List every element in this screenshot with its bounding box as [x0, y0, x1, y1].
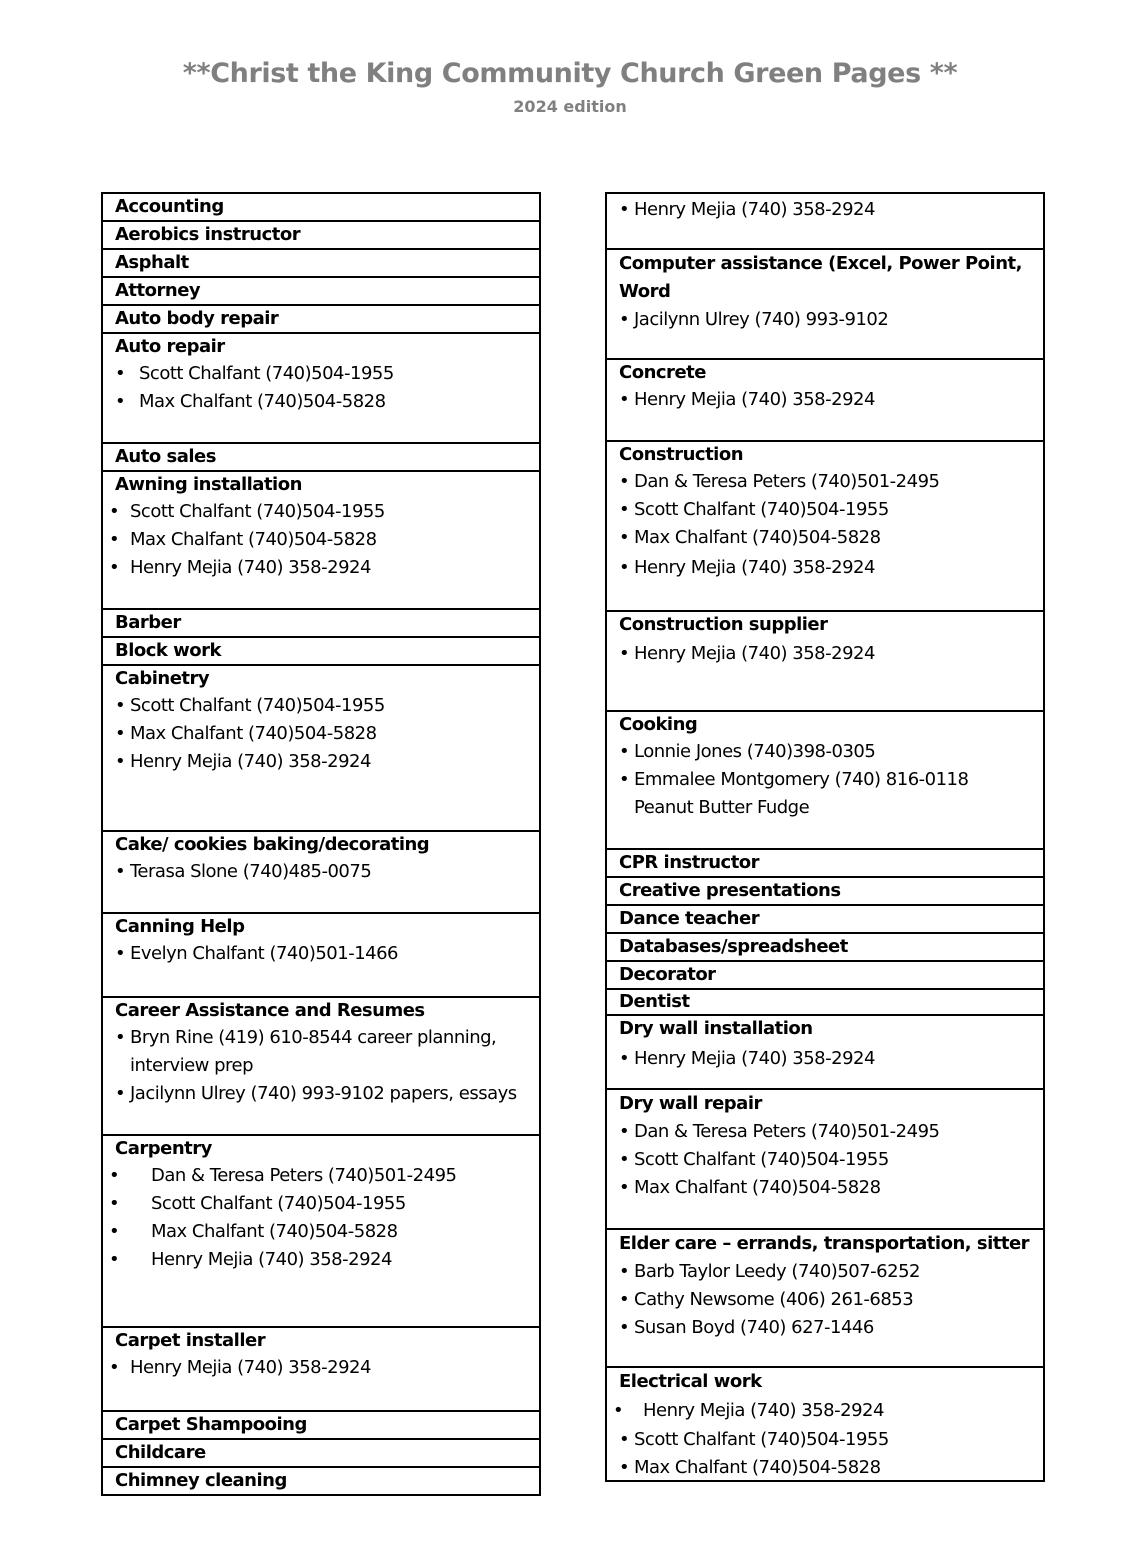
directory-entry [605, 990, 1045, 1016]
category-heading: Concrete [619, 362, 706, 383]
contact-line: interview prep [130, 1055, 254, 1076]
directory-entry [101, 1440, 541, 1468]
contact-item: • Max Chalfant (740)504-5828 [619, 1454, 1035, 1482]
contact-item: • Lonnie Jones (740)398-0305 [619, 738, 1035, 766]
category-heading: Creative presentations [619, 880, 841, 901]
category-heading: Chimney cleaning [115, 1470, 287, 1491]
category-heading: Aerobics instructor [115, 224, 301, 245]
directory-entry [101, 334, 541, 444]
category-heading: Accounting [115, 196, 224, 217]
directory-entry [605, 712, 1045, 850]
directory-entry [101, 610, 541, 638]
contact-line: • Emmalee Montgomery (740) 816-0118 [634, 769, 969, 790]
right-directory-column [605, 192, 1045, 1482]
directory-entry [101, 832, 541, 914]
contact-item: • Scott Chalfant (740)504-1955 [619, 496, 1035, 524]
page-title: **Christ the King Community Church Green Pages ** [182, 58, 958, 89]
category-heading: Construction [619, 444, 744, 465]
category-heading: Block work [115, 640, 222, 661]
category-heading: CPR instructor [619, 852, 760, 873]
category-heading: Childcare [115, 1442, 206, 1463]
directory-entry [101, 194, 541, 222]
directory-entry [605, 1368, 1045, 1482]
contact-item: • Max Chalfant (740)504-5828 [619, 1174, 1035, 1202]
contact-item: • Scott Chalfant (740)504-1955 [115, 1190, 531, 1218]
contact-item: • Cathy Newsome (406) 261-6853 [619, 1286, 1035, 1314]
directory-entry [101, 250, 541, 278]
directory-entry [605, 850, 1045, 878]
category-heading: Cabinetry [115, 668, 210, 689]
category-heading: Dry wall repair [619, 1093, 762, 1114]
directory-entry [605, 1230, 1045, 1368]
directory-entry [605, 194, 1045, 250]
directory-entry [605, 612, 1045, 712]
contact-item: • Max Chalfant (740)504-5828 [115, 1218, 531, 1246]
directory-entry [101, 1412, 541, 1440]
category-heading: Construction supplier [619, 614, 828, 635]
category-heading: Elder care – errands, transportation, sitter [619, 1233, 1030, 1254]
directory-entry [101, 1328, 541, 1412]
contact-item: • Henry Mejia (740) 358-2924 [619, 638, 1035, 670]
category-heading: Carpentry [115, 1138, 212, 1159]
contact-item: • Henry Mejia (740) 358-2924 [115, 554, 531, 582]
contact-item: • Barb Taylor Leedy (740)507-6252 [619, 1258, 1035, 1286]
directory-entry [605, 250, 1045, 360]
contact-item: • Henry Mejia (740) 358-2924 [115, 1354, 531, 1382]
contact-item: • Henry Mejia (740) 358-2924 [619, 196, 1035, 224]
category-heading: Asphalt [115, 252, 189, 273]
category-heading: Dry wall installation [619, 1018, 813, 1039]
directory-entry [101, 1468, 541, 1496]
contact-item: • Scott Chalfant (740)504-1955 [619, 1426, 1035, 1454]
contact-item: • Dan & Teresa Peters (740)501-2495 [619, 1118, 1035, 1146]
contact-item [115, 1024, 531, 1080]
contact-item [619, 766, 1035, 822]
contact-item: • Jacilynn Ulrey (740) 993-9102 papers, essays [115, 1080, 531, 1108]
contact-item: • Henry Mejia (740) 358-2924 [619, 552, 1035, 584]
category-heading: Auto repair [115, 336, 225, 357]
contact-item: • Henry Mejia (740) 358-2924 [619, 1042, 1035, 1076]
contact-item: • Henry Mejia (740) 358-2924 [619, 386, 1035, 414]
directory-entry [605, 1090, 1045, 1230]
category-heading: Carpet Shampooing [115, 1414, 307, 1435]
contact-item: • Henry Mejia (740) 358-2924 [619, 1396, 1035, 1426]
category-heading: Dentist [619, 991, 690, 1012]
contact-item: • Evelyn Chalfant (740)501-1466 [115, 940, 531, 968]
contact-item: • Dan & Teresa Peters (740)501-2495 [115, 1162, 531, 1190]
contact-item: • Scott Chalfant (740)504-1955 [115, 498, 531, 526]
directory-entry [101, 1136, 541, 1328]
directory-entry [101, 914, 541, 998]
directory-entry [605, 442, 1045, 612]
category-heading: Career Assistance and Resumes [115, 1000, 425, 1021]
contact-item: • Scott Chalfant (740)504-1955 [619, 1146, 1035, 1174]
directory-entry [605, 878, 1045, 906]
directory-entry [101, 666, 541, 832]
category-heading: Canning Help [115, 916, 245, 937]
category-heading: Databases/spreadsheet [619, 936, 848, 957]
category-heading: Electrical work [619, 1371, 762, 1392]
category-heading: Auto body repair [115, 308, 279, 329]
directory-entry [605, 962, 1045, 990]
directory-entry [605, 360, 1045, 442]
contact-item: • Susan Boyd (740) 627-1446 [619, 1314, 1035, 1342]
contact-item: • Max Chalfant (740)504-5828 [619, 524, 1035, 552]
directory-entry [101, 444, 541, 472]
contact-item: • Dan & Teresa Peters (740)501-2495 [619, 468, 1035, 496]
category-heading: Cooking [619, 714, 698, 735]
category-heading: Cake/ cookies baking/decorating [115, 834, 430, 855]
contact-item: • Max Chalfant (740)504-5828 [115, 720, 531, 748]
directory-entry [101, 278, 541, 306]
category-heading: Dance teacher [619, 908, 760, 929]
directory-entry [101, 222, 541, 250]
directory-entry [101, 472, 541, 610]
category-heading: Attorney [115, 280, 201, 301]
category-heading: Awning installation [115, 474, 302, 495]
directory-entry [605, 934, 1045, 962]
contact-item: • Terasa Slone (740)485-0075 [115, 858, 531, 886]
contact-item: • Max Chalfant (740)504-5828 [115, 526, 531, 554]
contact-item: • Scott Chalfant (740)504-1955 [115, 692, 531, 720]
contact-line: Peanut Butter Fudge [634, 797, 810, 818]
category-heading: Barber [115, 612, 181, 633]
page-subtitle: 2024 edition [513, 97, 627, 116]
category-heading: Carpet installer [115, 1330, 266, 1351]
category-heading: Computer assistance (Excel, Power Point, Word [619, 253, 1022, 302]
category-heading: Decorator [619, 964, 716, 985]
directory-entry [605, 906, 1045, 934]
contact-item: • Jacilynn Ulrey (740) 993-9102 [619, 306, 1035, 334]
directory-entry [101, 306, 541, 334]
contact-line: • Bryn Rine (419) 610-8544 career planning, [130, 1027, 497, 1048]
directory-entry [101, 638, 541, 666]
contact-item: • Scott Chalfant (740)504-1955 [115, 360, 531, 388]
left-directory-column [101, 192, 541, 1496]
contact-item: • Max Chalfant (740)504-5828 [115, 388, 531, 416]
category-heading: Auto sales [115, 446, 216, 467]
contact-item: • Henry Mejia (740) 358-2924 [115, 748, 531, 776]
directory-entry [605, 1016, 1045, 1090]
directory-entry [101, 998, 541, 1136]
contact-item: • Henry Mejia (740) 358-2924 [115, 1246, 531, 1274]
